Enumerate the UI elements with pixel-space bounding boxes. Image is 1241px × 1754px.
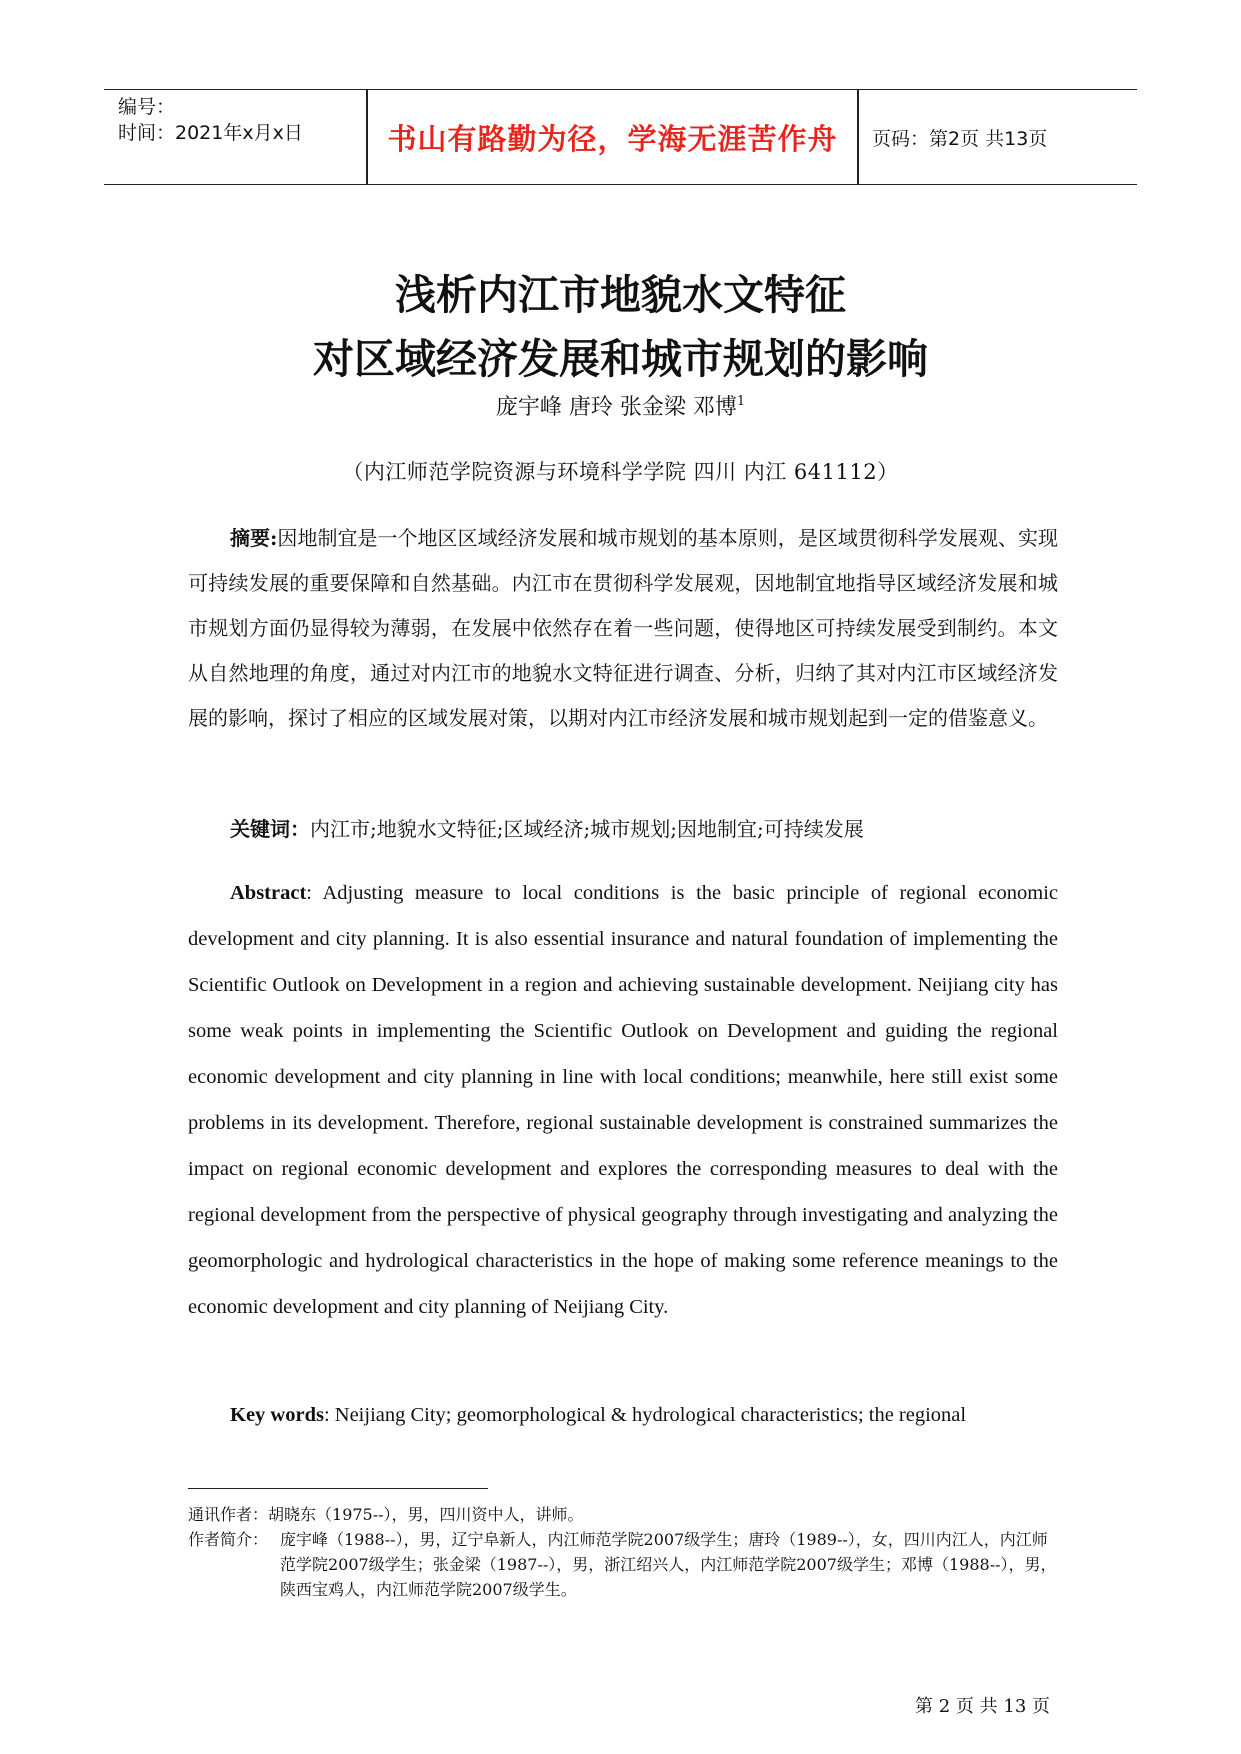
header-page-info: 页码：第2页 共13页 bbox=[872, 127, 1048, 150]
keywords-english bbox=[188, 1392, 1058, 1438]
abstract-chinese bbox=[188, 516, 1058, 741]
abstract-english-label: Abstract bbox=[230, 882, 307, 904]
abstract-chinese-text: 因地制宜是一个地区区域经济发展和城市规划的基本原则，是区域贯彻科学发展观、实现可持续发展的重要保障和自然基础。内江市在贯彻科学发展观，因地制宜地指导区域经济发展和城市规划方面仍显得较为薄弱，在发展中依然存在着一些问题，使得地区可持续发展受到制约。本文从自然地理的角度，通过对内江市的地貌水文特征进行调查、分析，归纳了其对内江市区域经济发展的影响，探讨了相应的区域发展对策，以期对内江市经济发展和城市规划起到一定的借鉴意义。 bbox=[188, 526, 1059, 730]
author-footnote-mark: 1 bbox=[736, 394, 746, 409]
header-number-label: 编号： bbox=[118, 96, 176, 118]
footnote-rule bbox=[188, 1488, 488, 1489]
footnote-corresponding-label: 通讯作者： bbox=[188, 1505, 269, 1524]
header-divider bbox=[857, 90, 859, 184]
header-motto: 书山有路勤为径，学海无涯苦作舟 bbox=[387, 121, 838, 156]
footnote-corresponding-author bbox=[188, 1502, 1058, 1527]
document-header bbox=[104, 89, 1137, 185]
abstract-english bbox=[188, 870, 1058, 1330]
paper-title-line-1: 浅析内江市地貌水文特征 bbox=[395, 271, 846, 319]
keywords-chinese bbox=[188, 807, 1058, 852]
paper-title-line-2: 对区域经济发展和城市规划的影响 bbox=[313, 335, 928, 383]
keywords-english-text: : Neijiang City; geomorphological & hydrological characteristics; the regional bbox=[323, 1404, 967, 1426]
author-names: 庞宇峰 唐玲 张金梁 邓博 bbox=[495, 395, 737, 420]
keywords-english-label: Key words bbox=[230, 1404, 324, 1426]
paper-authors bbox=[0, 390, 1241, 421]
footnote-author-bios bbox=[188, 1527, 1058, 1602]
abstract-english-text: : Adjusting measure to local conditions is the basic principle of regional economic development and city planning. It is also essential insurance and natural foundation of implementing the Scientific Outlook on Development in a region and achieving sustainable development. Neijiang city has some weak points in implementing the Scientific Outlook on Development and guiding the regional economic development and city planning in line with local conditions; meanwhile, here still exist some problems in its development. Therefore, regional sustainable development is constrained summarizes the impact on regional economic development and explores the corresponding measures to deal with the regional development from the perspective of physical geography through investigating and analyzing the geomorphologic and hydrological characteristics in the hope of making some reference meanings to the economic development and city planning of Neijiang City. bbox=[188, 882, 1058, 1318]
footnote-authors-text: 庞宇峰（1988--），男，辽宁阜新人，内江师范学院2007级学生；唐玲（1989--），女，四川内江人，内江师范学院2007级学生；张金梁（1987--），男，浙江绍兴人，内江师范学院2007级学生；邓博（1988--），男，陕西宝鸡人，内江师范学院2007级学生。 bbox=[280, 1530, 1057, 1599]
paper-affiliation: （内江师范学院资源与环境科学学院 四川 内江 641112） bbox=[342, 460, 899, 484]
keywords-chinese-text: 内江市;地貌水文特征;区域经济;城市规划;因地制宜;可持续发展 bbox=[310, 817, 864, 841]
page-footer: 第 2 页 共 13 页 bbox=[915, 1696, 1050, 1717]
footnote-authors-label: 作者简介： bbox=[188, 1530, 269, 1549]
header-time-label: 时间：2021年x月x日 bbox=[118, 122, 303, 144]
footnote-corresponding-text: 胡晓东（1975--），男，四川资中人，讲师。 bbox=[268, 1505, 584, 1524]
header-meta bbox=[118, 94, 358, 146]
abstract-chinese-label: 摘要: bbox=[230, 526, 278, 550]
keywords-chinese-label: 关键词： bbox=[230, 817, 310, 841]
